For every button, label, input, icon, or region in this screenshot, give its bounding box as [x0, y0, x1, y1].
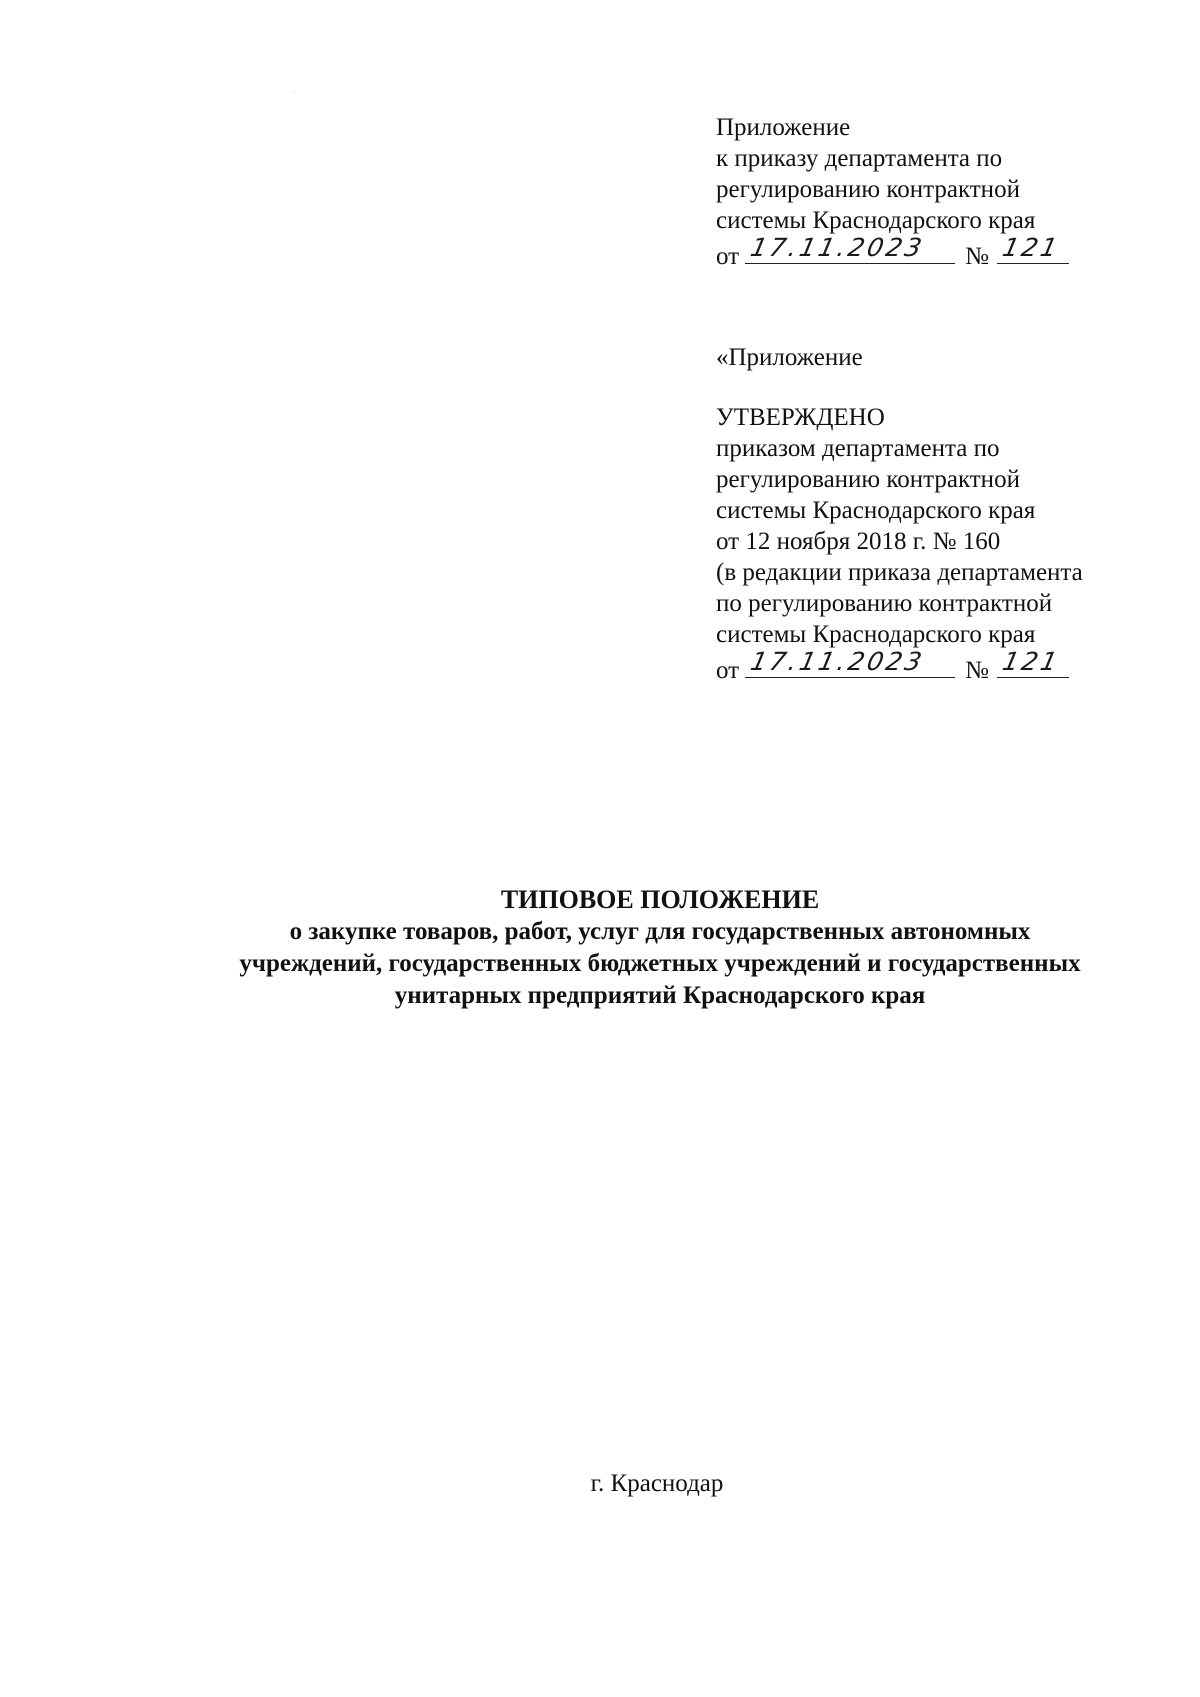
handwritten-number: 121 [999, 647, 1063, 676]
annex-header-line: регулированию контрактной [716, 176, 1020, 203]
approved-block [716, 402, 1083, 684]
approved-line: от 12 ноября 2018 г. № 160 [716, 528, 1001, 555]
approved-date-line [716, 647, 1083, 684]
title-subtitle-line: унитарных предприятий Краснодарского края [394, 982, 926, 1009]
approved-line: системы Краснодарского края [716, 497, 1036, 524]
annex-quote-text: «Приложение [716, 344, 863, 371]
approved-line: приказом департамента по [716, 435, 1000, 462]
document-title [0, 884, 1200, 1012]
handwritten-date-field [745, 233, 955, 264]
annex-header-line: Приложение [716, 114, 851, 141]
handwritten-date: 17.11.2023 [748, 647, 928, 676]
handwritten-number-field [997, 233, 1069, 264]
handwritten-date: 17.11.2023 [748, 233, 928, 262]
annex-header-line: к приказу департамента по [716, 145, 1003, 172]
approved-line: (в редакции приказа департамента [716, 559, 1083, 586]
title-subtitle-line: о закупке товаров, работ, услуг для государственных автономных [289, 918, 1031, 945]
approved-heading: УТВЕРЖДЕНО [716, 404, 885, 431]
handwritten-number: 121 [999, 233, 1063, 262]
handwritten-number-field [997, 647, 1069, 678]
city-label: г. Краснодар [590, 1470, 724, 1497]
annex-header-date-line [716, 233, 1069, 270]
number-prefix: № [965, 657, 989, 684]
scan-artifact [294, 92, 295, 93]
annex-header-line: системы Краснодарского края [716, 207, 1036, 234]
title-main: ТИПОВОЕ ПОЛОЖЕНИЕ [500, 885, 820, 914]
approved-line: регулированию контрактной [716, 466, 1020, 493]
approved-line: по регулированию контрактной [716, 590, 1053, 617]
annex-header [716, 112, 1069, 270]
handwritten-date-field [745, 647, 955, 678]
number-prefix: № [965, 243, 989, 270]
title-subtitle-line: учреждений, государственных бюджетных учреждений и государственных [239, 950, 1081, 977]
annex-quote-label [716, 342, 863, 373]
date-prefix: от [716, 243, 740, 270]
date-prefix: от [716, 657, 740, 684]
approved-line: системы Краснодарского края [716, 621, 1036, 648]
